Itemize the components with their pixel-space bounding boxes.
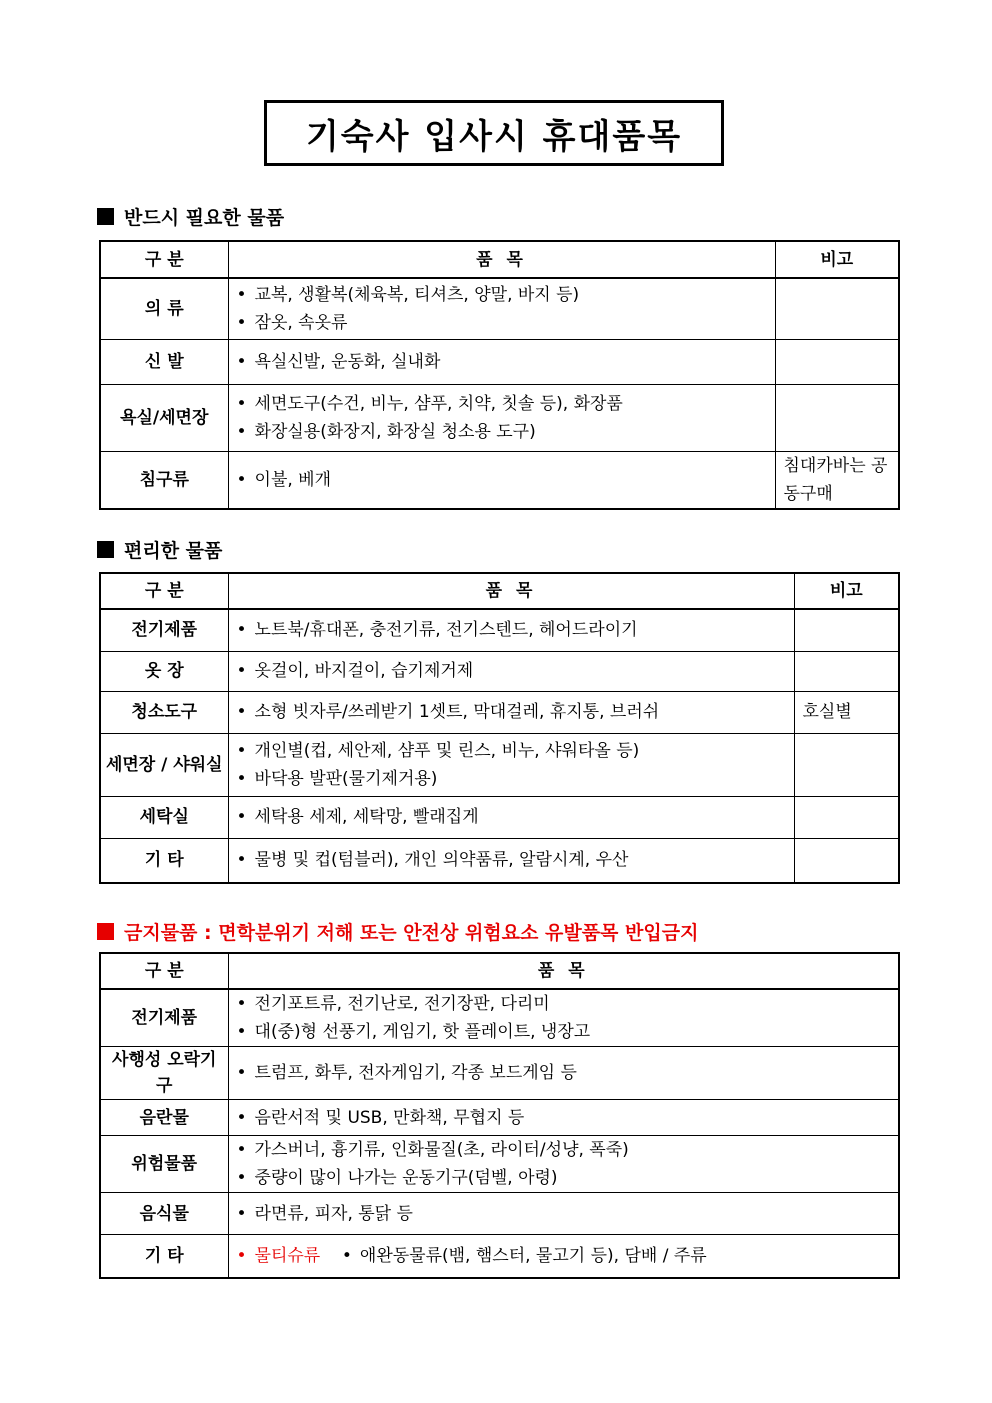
required-items-table	[99, 240, 900, 510]
category-cell: 사행성 오락기구	[100, 1047, 228, 1100]
list-item: • 화장실용(화장지, 화장실 청소용 도구)	[237, 418, 767, 446]
list-item: • 음란서적 및 USB, 만화책, 무협지 등	[237, 1104, 891, 1132]
remark-cell	[794, 609, 899, 651]
list-item: • 세탁용 세제, 세탁망, 빨래집게	[237, 803, 786, 831]
items-cell	[228, 339, 775, 384]
list-item: • 옷걸이, 바지걸이, 습기제거제	[237, 657, 786, 685]
table-row	[100, 339, 899, 384]
red-square-icon	[97, 923, 114, 940]
category-cell: 기 타	[100, 838, 228, 883]
table-row	[100, 1193, 899, 1235]
table-header-row	[100, 953, 899, 989]
remark-cell	[775, 339, 899, 384]
category-cell: 침구류	[100, 451, 228, 509]
list-item: • 물병 및 컵(텀블러), 개인 의약품류, 알람시계, 우산	[237, 846, 786, 874]
list-item: • 소형 빗자루/쓰레받기 1셋트, 막대걸레, 휴지통, 브러쉬	[237, 698, 786, 726]
list-item: • 노트북/휴대폰, 충전기류, 전기스텐드, 헤어드라이기	[237, 616, 786, 644]
remark-cell	[794, 651, 899, 691]
list-item: • 바닥용 발판(물기제거용)	[237, 765, 786, 793]
list-item: • 이불, 베개	[237, 466, 767, 494]
table-row	[100, 838, 899, 883]
list-item: • 트럼프, 화투, 전자게임기, 각종 보드게임 등	[237, 1059, 891, 1087]
remark-cell	[794, 733, 899, 796]
column-header-remark: 비고	[794, 573, 899, 609]
column-header-category: 구 분	[100, 241, 228, 278]
section-heading-convenient: 편리한 물품	[97, 536, 222, 563]
items-cell	[228, 691, 794, 733]
items-cell	[228, 1193, 899, 1235]
category-cell: 세탁실	[100, 796, 228, 838]
items-cell	[228, 451, 775, 509]
table-row	[100, 609, 899, 651]
column-header-items: 품 목	[228, 953, 899, 989]
section-heading-required: 반드시 필요한 물품	[97, 203, 284, 230]
convenient-items-table	[99, 572, 900, 884]
category-cell: 의 류	[100, 278, 228, 339]
table-row	[100, 796, 899, 838]
category-cell: 신 발	[100, 339, 228, 384]
table-row	[100, 1235, 899, 1278]
category-cell: 위험물품	[100, 1136, 228, 1193]
items-cell	[228, 609, 794, 651]
column-header-items: 품 목	[228, 241, 775, 278]
category-cell: 전기제품	[100, 989, 228, 1047]
column-header-items: 품 목	[228, 573, 794, 609]
category-cell: 음란물	[100, 1100, 228, 1136]
table-row	[100, 733, 899, 796]
table-row	[100, 451, 899, 509]
items-cell	[228, 1136, 899, 1193]
items-cell	[228, 384, 775, 451]
table-header-row	[100, 241, 899, 278]
items-cell	[228, 1047, 899, 1100]
items-cell	[228, 733, 794, 796]
list-item: • 욕실신발, 운동화, 실내화	[237, 348, 767, 376]
category-cell: 청소도구	[100, 691, 228, 733]
items-cell	[228, 278, 775, 339]
list-item: • 가스버너, 흉기류, 인화물질(초, 라이터/성냥, 폭죽)	[237, 1136, 891, 1164]
items-cell	[228, 1100, 899, 1136]
column-header-category: 구 분	[100, 573, 228, 609]
black-square-icon	[97, 208, 114, 225]
list-item: • 물티슈류	[237, 1246, 321, 1266]
remark-cell: 호실별	[794, 691, 899, 733]
section-heading-prohibited: 금지물품 : 면학분위기 저해 또는 안전상 위험요소 유발품목 반입금지	[97, 918, 698, 945]
table-row	[100, 384, 899, 451]
column-header-category: 구 분	[100, 953, 228, 989]
items-cell	[228, 796, 794, 838]
remark-cell	[794, 796, 899, 838]
category-cell: 세면장 / 샤워실	[100, 733, 228, 796]
page-title: 기숙사 입사시 휴대품목	[264, 100, 724, 166]
table-row	[100, 691, 899, 733]
category-cell: 전기제품	[100, 609, 228, 651]
list-item: • 개인별(컵, 세안제, 샴푸 및 린스, 비누, 샤워타올 등)	[237, 737, 786, 765]
remark-cell	[775, 278, 899, 339]
items-cell	[228, 1235, 899, 1278]
column-header-remark: 비고	[775, 241, 899, 278]
list-item: • 애완동물류(뱀, 햄스터, 물고기 등), 담배 / 주류	[342, 1246, 707, 1266]
remark-cell: 침대카바는 공동구매	[775, 451, 899, 509]
list-item: • 대(중)형 선풍기, 게임기, 핫 플레이트, 냉장고	[237, 1018, 891, 1046]
category-cell: 기 타	[100, 1235, 228, 1278]
table-row	[100, 1100, 899, 1136]
list-item: • 교복, 생활복(체육복, 티셔츠, 양말, 바지 등)	[237, 281, 767, 309]
items-cell	[228, 838, 794, 883]
list-item: • 잠옷, 속옷류	[237, 309, 767, 337]
table-header-row	[100, 573, 899, 609]
list-item: • 라면류, 피자, 통닭 등	[237, 1200, 891, 1228]
list-item: • 중량이 많이 나가는 운동기구(덤벨, 아령)	[237, 1164, 891, 1192]
list-item: • 전기포트류, 전기난로, 전기장판, 다리미	[237, 990, 891, 1018]
table-row	[100, 278, 899, 339]
items-cell	[228, 989, 899, 1047]
category-cell: 욕실/세면장	[100, 384, 228, 451]
black-square-icon	[97, 541, 114, 558]
table-row	[100, 1047, 899, 1100]
remark-cell	[794, 838, 899, 883]
list-item: • 세면도구(수건, 비누, 샴푸, 치약, 칫솔 등), 화장품	[237, 390, 767, 418]
category-cell: 음식물	[100, 1193, 228, 1235]
table-row	[100, 989, 899, 1047]
table-row	[100, 651, 899, 691]
prohibited-items-table	[99, 952, 900, 1279]
remark-cell	[775, 384, 899, 451]
table-row	[100, 1136, 899, 1193]
items-cell	[228, 651, 794, 691]
category-cell: 옷 장	[100, 651, 228, 691]
